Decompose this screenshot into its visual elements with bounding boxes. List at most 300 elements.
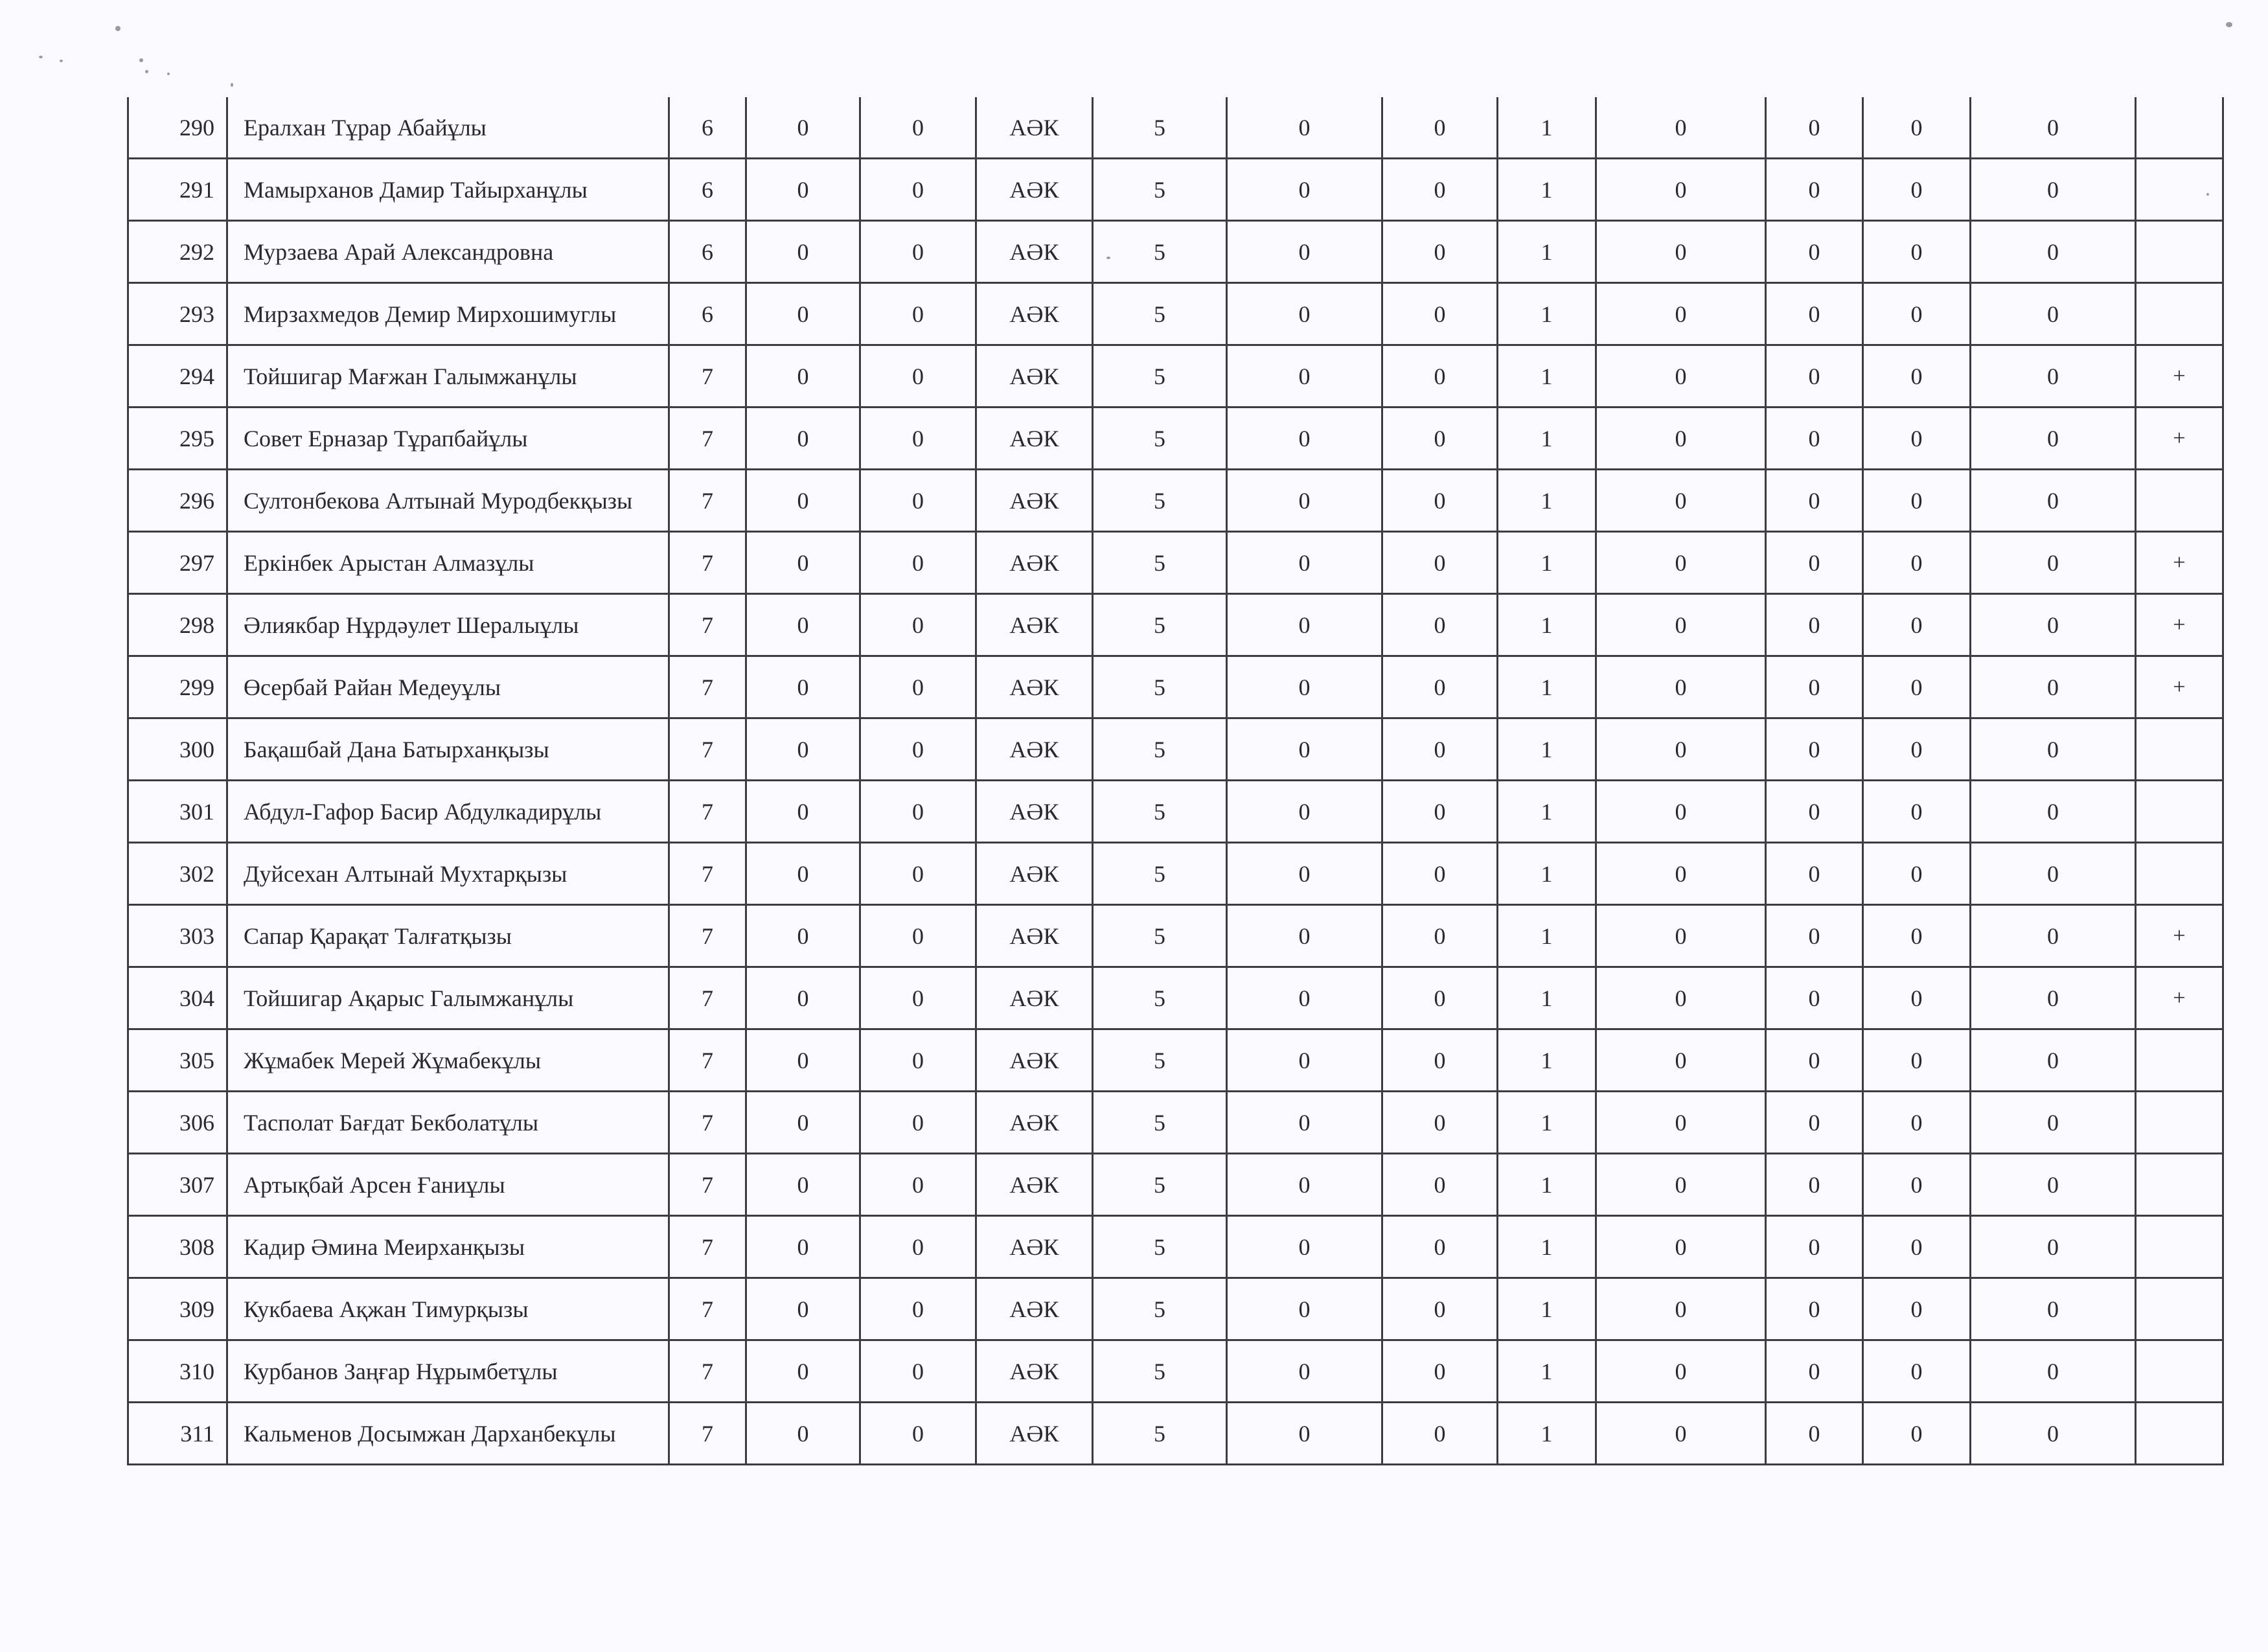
- score-cell: 1: [1498, 1029, 1596, 1092]
- organization-cell: АӘК: [976, 656, 1093, 718]
- table-row: [128, 470, 2223, 532]
- student-results-table: [127, 97, 2224, 1465]
- score-cell: 0: [1382, 407, 1498, 470]
- mark-cell: +: [2136, 656, 2223, 718]
- student-name: Абдул-Гафор Басир Абдулкадирұлы: [227, 781, 669, 843]
- score-cell: 0: [746, 1278, 860, 1340]
- score-cell: 5: [1093, 905, 1227, 967]
- score-cell: 0: [1766, 967, 1863, 1029]
- scan-speck: [139, 58, 143, 62]
- score-cell: 0: [1382, 1216, 1498, 1278]
- score-cell: 0: [746, 407, 860, 470]
- organization-cell: АӘК: [976, 1092, 1093, 1154]
- score-cell: 0: [1227, 1154, 1382, 1216]
- score-cell: 5: [1093, 718, 1227, 781]
- score-cell: 0: [1382, 905, 1498, 967]
- student-name: Тасполат Бағдат Бекболатұлы: [227, 1092, 669, 1154]
- score-cell: 0: [746, 594, 860, 656]
- score-cell: 5: [1093, 283, 1227, 345]
- score-cell: 0: [1971, 718, 2136, 781]
- score-cell: 0: [1971, 283, 2136, 345]
- table-row: [128, 594, 2223, 656]
- score-cell: 0: [860, 1092, 976, 1154]
- organization-cell: АӘК: [976, 843, 1093, 905]
- score-cell: 0: [1766, 345, 1863, 407]
- score-cell: 0: [746, 97, 860, 159]
- scan-speck: [145, 70, 148, 73]
- row-number: 305: [128, 1029, 227, 1092]
- mark-cell: [2136, 1340, 2223, 1403]
- score-cell: 0: [1596, 221, 1766, 283]
- student-name: Курбанов Заңғар Нұрымбетұлы: [227, 1340, 669, 1403]
- score-cell: 0: [746, 532, 860, 594]
- score-cell: 0: [1227, 283, 1382, 345]
- row-number: 299: [128, 656, 227, 718]
- score-cell: 0: [860, 594, 976, 656]
- organization-cell: АӘК: [976, 1029, 1093, 1092]
- organization-cell: АӘК: [976, 470, 1093, 532]
- score-cell: 0: [1863, 1216, 1971, 1278]
- score-cell: 0: [1863, 1340, 1971, 1403]
- score-cell: 1: [1498, 967, 1596, 1029]
- student-name: Мурзаева Арай Александровна: [227, 221, 669, 283]
- score-cell: 0: [1863, 718, 1971, 781]
- score-cell: 0: [1863, 283, 1971, 345]
- table-row: [128, 159, 2223, 221]
- student-name: Кукбаева Ақжан Тимурқызы: [227, 1278, 669, 1340]
- score-cell: 5: [1093, 470, 1227, 532]
- score-cell: 0: [1971, 470, 2136, 532]
- score-cell: 0: [1227, 967, 1382, 1029]
- score-cell: 0: [1971, 1092, 2136, 1154]
- score-cell: 1: [1498, 843, 1596, 905]
- student-name: Сапар Қарақат Талғатқызы: [227, 905, 669, 967]
- score-cell: 0: [1766, 532, 1863, 594]
- scan-speck: [115, 26, 120, 31]
- score-cell: 0: [1596, 718, 1766, 781]
- score-cell: 0: [1863, 967, 1971, 1029]
- student-name: Совет Ерназар Тұрапбайұлы: [227, 407, 669, 470]
- mark-cell: [2136, 470, 2223, 532]
- score-cell: 0: [860, 905, 976, 967]
- student-name: Ералхан Тұрар Абайұлы: [227, 97, 669, 159]
- grade-cell: 7: [669, 1154, 746, 1216]
- score-cell: 1: [1498, 159, 1596, 221]
- grade-cell: 7: [669, 1278, 746, 1340]
- organization-cell: АӘК: [976, 967, 1093, 1029]
- student-name: Артықбай Арсен Ғаниұлы: [227, 1154, 669, 1216]
- score-cell: 0: [860, 1340, 976, 1403]
- score-cell: 0: [1971, 905, 2136, 967]
- score-cell: 0: [1382, 283, 1498, 345]
- score-cell: 1: [1498, 594, 1596, 656]
- mark-cell: [2136, 283, 2223, 345]
- organization-cell: АӘК: [976, 159, 1093, 221]
- grade-cell: 7: [669, 1029, 746, 1092]
- score-cell: 0: [1227, 1340, 1382, 1403]
- student-name: Тойшигар Ақарыс Галымжанұлы: [227, 967, 669, 1029]
- mark-cell: [2136, 1403, 2223, 1465]
- row-number: 311: [128, 1403, 227, 1465]
- score-cell: 0: [1863, 345, 1971, 407]
- student-name: Мамырханов Дамир Тайырханұлы: [227, 159, 669, 221]
- organization-cell: АӘК: [976, 345, 1093, 407]
- scan-speck: [167, 73, 170, 75]
- score-cell: 1: [1498, 718, 1596, 781]
- grade-cell: 7: [669, 1092, 746, 1154]
- grade-cell: 7: [669, 967, 746, 1029]
- score-cell: 1: [1498, 407, 1596, 470]
- score-cell: 0: [1382, 1340, 1498, 1403]
- student-name: Бақашбай Дана Батырханқызы: [227, 718, 669, 781]
- score-cell: 0: [1227, 97, 1382, 159]
- score-cell: 0: [1863, 97, 1971, 159]
- scan-speck: [39, 56, 43, 58]
- score-cell: 0: [1227, 159, 1382, 221]
- score-cell: 0: [1382, 594, 1498, 656]
- score-cell: 0: [1596, 843, 1766, 905]
- score-cell: 5: [1093, 781, 1227, 843]
- student-name: Дуйсехан Алтынай Мухтарқызы: [227, 843, 669, 905]
- score-cell: 1: [1498, 97, 1596, 159]
- score-cell: 0: [1227, 1092, 1382, 1154]
- score-cell: 0: [1863, 1154, 1971, 1216]
- score-cell: 5: [1093, 159, 1227, 221]
- score-cell: 0: [1227, 221, 1382, 283]
- score-cell: 0: [1863, 1403, 1971, 1465]
- score-cell: 0: [1227, 781, 1382, 843]
- score-cell: 5: [1093, 407, 1227, 470]
- row-number: 296: [128, 470, 227, 532]
- score-cell: 0: [860, 656, 976, 718]
- score-cell: 0: [1382, 470, 1498, 532]
- table-row: [128, 905, 2223, 967]
- score-cell: 0: [746, 345, 860, 407]
- grade-cell: 7: [669, 1216, 746, 1278]
- table-row: [128, 407, 2223, 470]
- row-number: 300: [128, 718, 227, 781]
- grade-cell: 6: [669, 159, 746, 221]
- score-cell: 0: [1227, 1278, 1382, 1340]
- score-cell: 1: [1498, 656, 1596, 718]
- score-cell: 0: [1766, 407, 1863, 470]
- grade-cell: 6: [669, 283, 746, 345]
- row-number: 293: [128, 283, 227, 345]
- table-row: [128, 1216, 2223, 1278]
- row-number: 307: [128, 1154, 227, 1216]
- score-cell: 0: [860, 1278, 976, 1340]
- score-cell: 0: [860, 967, 976, 1029]
- score-cell: 0: [746, 781, 860, 843]
- row-number: 306: [128, 1092, 227, 1154]
- row-number: 298: [128, 594, 227, 656]
- score-cell: 1: [1498, 1092, 1596, 1154]
- score-cell: 0: [1863, 221, 1971, 283]
- score-cell: 0: [1596, 1340, 1766, 1403]
- score-cell: 0: [746, 1403, 860, 1465]
- score-cell: 0: [860, 470, 976, 532]
- score-cell: 0: [746, 1029, 860, 1092]
- table-row: [128, 1278, 2223, 1340]
- score-cell: 0: [1971, 407, 2136, 470]
- score-cell: 0: [1227, 1029, 1382, 1092]
- table-row: [128, 656, 2223, 718]
- score-cell: 0: [1766, 1278, 1863, 1340]
- score-cell: 1: [1498, 1340, 1596, 1403]
- table-row: [128, 221, 2223, 283]
- score-cell: 0: [1596, 532, 1766, 594]
- table-row: [128, 1092, 2223, 1154]
- row-number: 292: [128, 221, 227, 283]
- score-cell: 0: [1596, 470, 1766, 532]
- score-cell: 0: [1863, 470, 1971, 532]
- score-cell: 5: [1093, 967, 1227, 1029]
- row-number: 290: [128, 97, 227, 159]
- score-cell: 0: [1766, 905, 1863, 967]
- student-name: Өсербай Райан Медеуұлы: [227, 656, 669, 718]
- row-number: 294: [128, 345, 227, 407]
- score-cell: 0: [1596, 1029, 1766, 1092]
- score-cell: 0: [1863, 159, 1971, 221]
- score-cell: 0: [746, 718, 860, 781]
- table-row: [128, 345, 2223, 407]
- score-cell: 0: [1971, 843, 2136, 905]
- score-cell: 0: [860, 1029, 976, 1092]
- student-name: Әлиякбар Нұрдәулет Шералыұлы: [227, 594, 669, 656]
- score-cell: 0: [1766, 1029, 1863, 1092]
- grade-cell: 7: [669, 781, 746, 843]
- score-cell: 0: [1971, 967, 2136, 1029]
- mark-cell: +: [2136, 532, 2223, 594]
- score-cell: 0: [860, 1216, 976, 1278]
- score-cell: 0: [1382, 656, 1498, 718]
- grade-cell: 6: [669, 221, 746, 283]
- score-cell: 0: [1971, 1029, 2136, 1092]
- score-cell: 0: [1766, 159, 1863, 221]
- score-cell: 0: [860, 718, 976, 781]
- grade-cell: 7: [669, 1403, 746, 1465]
- score-cell: 0: [1227, 470, 1382, 532]
- score-cell: 0: [1596, 1154, 1766, 1216]
- table-row: [128, 1340, 2223, 1403]
- score-cell: 0: [1596, 594, 1766, 656]
- grade-cell: 7: [669, 407, 746, 470]
- mark-cell: [2136, 1092, 2223, 1154]
- score-cell: 5: [1093, 1029, 1227, 1092]
- mark-cell: +: [2136, 345, 2223, 407]
- grade-cell: 7: [669, 843, 746, 905]
- score-cell: 0: [1382, 781, 1498, 843]
- score-cell: 0: [860, 221, 976, 283]
- score-cell: 0: [1227, 843, 1382, 905]
- mark-cell: [2136, 221, 2223, 283]
- mark-cell: [2136, 781, 2223, 843]
- score-cell: 0: [1227, 407, 1382, 470]
- score-cell: 5: [1093, 1340, 1227, 1403]
- score-cell: 5: [1093, 843, 1227, 905]
- score-cell: 5: [1093, 1278, 1227, 1340]
- mark-cell: [2136, 1278, 2223, 1340]
- score-cell: 0: [1863, 843, 1971, 905]
- organization-cell: АӘК: [976, 905, 1093, 967]
- score-cell: 0: [1971, 532, 2136, 594]
- score-cell: 5: [1093, 1092, 1227, 1154]
- score-cell: 0: [1863, 781, 1971, 843]
- grade-cell: 7: [669, 718, 746, 781]
- score-cell: 0: [860, 532, 976, 594]
- student-name: Еркінбек Арыстан Алмазұлы: [227, 532, 669, 594]
- mark-cell: [2136, 843, 2223, 905]
- score-cell: 0: [1382, 1278, 1498, 1340]
- score-cell: 5: [1093, 221, 1227, 283]
- score-cell: 1: [1498, 283, 1596, 345]
- score-cell: 0: [860, 283, 976, 345]
- score-cell: 0: [1971, 1216, 2136, 1278]
- row-number: 297: [128, 532, 227, 594]
- score-cell: 0: [1227, 718, 1382, 781]
- score-cell: 0: [1227, 905, 1382, 967]
- mark-cell: [2136, 159, 2223, 221]
- mark-cell: [2136, 1216, 2223, 1278]
- student-name: Мирзахмедов Демир Мирхошимуглы: [227, 283, 669, 345]
- score-cell: 0: [1971, 221, 2136, 283]
- score-cell: 0: [1382, 1029, 1498, 1092]
- row-number: 304: [128, 967, 227, 1029]
- score-cell: 1: [1498, 1154, 1596, 1216]
- score-cell: 0: [1971, 1154, 2136, 1216]
- score-cell: 0: [860, 781, 976, 843]
- score-cell: 0: [1382, 718, 1498, 781]
- score-cell: 5: [1093, 97, 1227, 159]
- score-cell: 1: [1498, 470, 1596, 532]
- score-cell: 0: [1382, 843, 1498, 905]
- scan-speck: [231, 83, 233, 87]
- score-cell: 0: [1382, 221, 1498, 283]
- score-cell: 0: [1766, 656, 1863, 718]
- score-cell: 1: [1498, 532, 1596, 594]
- score-cell: 1: [1498, 1216, 1596, 1278]
- score-cell: 0: [1766, 843, 1863, 905]
- organization-cell: АӘК: [976, 781, 1093, 843]
- score-cell: 0: [746, 656, 860, 718]
- score-cell: 0: [1596, 656, 1766, 718]
- mark-cell: [2136, 97, 2223, 159]
- score-cell: 5: [1093, 594, 1227, 656]
- table-row: [128, 843, 2223, 905]
- score-cell: 5: [1093, 1403, 1227, 1465]
- score-cell: 0: [1766, 1154, 1863, 1216]
- grade-cell: 7: [669, 470, 746, 532]
- organization-cell: АӘК: [976, 532, 1093, 594]
- score-cell: 0: [1766, 1340, 1863, 1403]
- organization-cell: АӘК: [976, 594, 1093, 656]
- score-cell: 5: [1093, 345, 1227, 407]
- score-cell: 0: [1596, 1403, 1766, 1465]
- organization-cell: АӘК: [976, 283, 1093, 345]
- row-number: 308: [128, 1216, 227, 1278]
- score-cell: 0: [1766, 1403, 1863, 1465]
- score-cell: 5: [1093, 532, 1227, 594]
- row-number: 295: [128, 407, 227, 470]
- score-cell: 0: [1382, 159, 1498, 221]
- score-cell: 0: [746, 843, 860, 905]
- score-cell: 0: [1766, 470, 1863, 532]
- mark-cell: [2136, 1154, 2223, 1216]
- score-cell: 0: [1766, 221, 1863, 283]
- score-cell: 0: [1863, 1092, 1971, 1154]
- score-cell: 0: [1971, 781, 2136, 843]
- score-cell: 0: [1766, 1092, 1863, 1154]
- score-cell: 0: [1596, 407, 1766, 470]
- organization-cell: АӘК: [976, 1278, 1093, 1340]
- score-cell: 1: [1498, 1403, 1596, 1465]
- score-cell: 0: [1971, 159, 2136, 221]
- grade-cell: 7: [669, 345, 746, 407]
- score-cell: 0: [1382, 967, 1498, 1029]
- score-cell: 0: [1382, 345, 1498, 407]
- score-cell: 0: [1971, 345, 2136, 407]
- table-row: [128, 967, 2223, 1029]
- score-cell: 0: [1863, 1278, 1971, 1340]
- score-cell: 0: [860, 843, 976, 905]
- score-cell: 0: [1596, 1092, 1766, 1154]
- table-row: [128, 781, 2223, 843]
- score-cell: 0: [1227, 532, 1382, 594]
- table-row: [128, 1154, 2223, 1216]
- score-cell: 0: [1596, 1216, 1766, 1278]
- organization-cell: АӘК: [976, 1403, 1093, 1465]
- score-cell: 0: [860, 97, 976, 159]
- mark-cell: [2136, 718, 2223, 781]
- score-cell: 0: [1766, 781, 1863, 843]
- score-cell: 0: [1766, 718, 1863, 781]
- table-row: [128, 532, 2223, 594]
- table-row: [128, 1029, 2223, 1092]
- row-number: 310: [128, 1340, 227, 1403]
- grade-cell: 6: [669, 97, 746, 159]
- score-cell: 0: [1971, 594, 2136, 656]
- row-number: 291: [128, 159, 227, 221]
- score-cell: 0: [1227, 345, 1382, 407]
- score-cell: 5: [1093, 656, 1227, 718]
- table-row: [128, 97, 2223, 159]
- score-cell: 0: [1382, 1154, 1498, 1216]
- score-cell: 0: [1596, 97, 1766, 159]
- score-cell: 0: [746, 283, 860, 345]
- score-cell: 0: [746, 1340, 860, 1403]
- mark-cell: +: [2136, 407, 2223, 470]
- score-cell: 0: [860, 345, 976, 407]
- score-cell: 0: [1596, 967, 1766, 1029]
- row-number: 303: [128, 905, 227, 967]
- organization-cell: АӘК: [976, 1216, 1093, 1278]
- score-cell: 0: [746, 1216, 860, 1278]
- student-name: Жұмабек Мерей Жұмабекұлы: [227, 1029, 669, 1092]
- score-cell: 0: [1596, 905, 1766, 967]
- score-cell: 0: [860, 1403, 976, 1465]
- student-name: Кальменов Досымжан Дарханбекұлы: [227, 1403, 669, 1465]
- score-cell: 0: [1863, 905, 1971, 967]
- score-cell: 0: [1596, 1278, 1766, 1340]
- table-body: [128, 97, 2223, 1465]
- score-cell: 0: [1863, 656, 1971, 718]
- mark-cell: +: [2136, 905, 2223, 967]
- score-cell: 0: [1766, 1216, 1863, 1278]
- score-cell: 0: [746, 470, 860, 532]
- mark-cell: +: [2136, 594, 2223, 656]
- score-cell: 0: [746, 1154, 860, 1216]
- scan-speck: [60, 60, 63, 62]
